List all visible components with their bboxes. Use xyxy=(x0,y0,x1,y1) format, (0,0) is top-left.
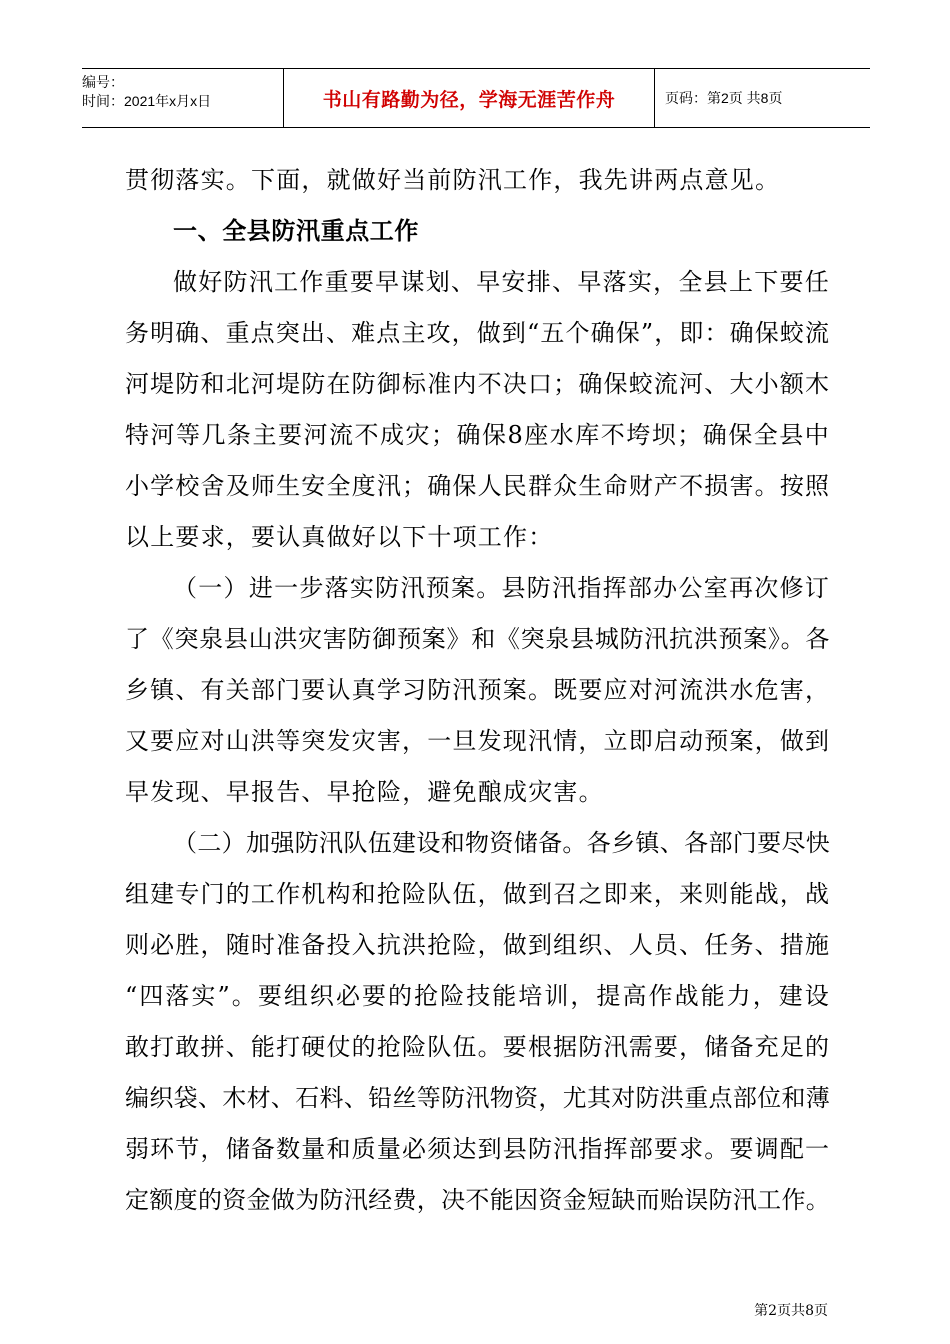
paragraph-line: 乡镇、有关部门要认真学习防汛预案。既要应对河流洪水危害， xyxy=(125,676,830,704)
paragraph-line: 敢打敢拼、能打硬仗的抢险队伍。要根据防汛需要，储备充足的 xyxy=(125,1033,830,1061)
document-number-label: 编号： xyxy=(82,74,124,90)
paragraph-line: 做好防汛工作重要早谋划、早安排、早落实，全县上下要任 xyxy=(173,268,830,296)
paragraph-line: 河堤防和北河堤防在防御标准内不决口；确保蛟流河、大小额木 xyxy=(125,370,830,398)
paragraph-line: 早发现、早报告、早抢险，避免酿成灾害。 xyxy=(125,778,604,806)
paragraph-line: 编织袋、木材、石料、铅丝等防汛物资，尤其对防洪重点部位和薄 xyxy=(125,1084,830,1112)
paragraph-line: （二）加强防汛队伍建设和物资储备。各乡镇、各部门要尽快 xyxy=(173,829,830,857)
header-meta xyxy=(82,69,283,127)
document-body xyxy=(125,155,830,1226)
paragraph-line: 弱环节，储备数量和质量必须达到县防汛指挥部要求。要调配一 xyxy=(125,1135,830,1163)
paragraph-line: 以上要求，要认真做好以下十项工作： xyxy=(125,523,554,551)
section-heading: 一、全县防汛重点工作 xyxy=(173,217,419,245)
paragraph-line: 了《突泉县山洪灾害防御预案》和《突泉县城防汛抗洪预案》。各 xyxy=(125,625,830,653)
paragraph-line: 特河等几条主要河流不成灾；确保8座水库不垮坝；确保全县中 xyxy=(125,421,830,449)
paragraph-line: “四落实”。要组织必要的抢险技能培训，提高作战能力，建设 xyxy=(125,982,830,1010)
paragraph-line: 小学校舍及师生安全度汛；确保人民群众生命财产不损害。按照 xyxy=(125,472,830,500)
header-motto: 书山有路勤为径，学海无涯苦作舟 xyxy=(283,69,655,127)
document-date-label: 时间：2021年x月x日 xyxy=(82,93,212,109)
paragraph-line: 贯彻落实。下面，就做好当前防汛工作，我先讲两点意见。 xyxy=(125,166,781,194)
paragraph-line: 组建专门的工作机构和抢险队伍，做到召之即来，来则能战，战 xyxy=(125,880,830,908)
header-page-indicator: 页码：第2页 共8页 xyxy=(665,90,783,106)
page-footer: 第2页共8页 xyxy=(754,1303,828,1319)
paragraph-line: 则必胜，随时准备投入抗洪抢险，做到组织、人员、任务、措施 xyxy=(125,931,830,959)
paragraph-line: （一）进一步落实防汛预案。县防汛指挥部办公室再次修订 xyxy=(173,574,830,602)
paragraph-line: 定额度的资金做为防汛经费，决不能因资金短缺而贻误防汛工作。 xyxy=(125,1186,830,1214)
page-header xyxy=(82,68,870,128)
paragraph-line: 务明确、重点突出、难点主攻，做到“五个确保”，即：确保蛟流 xyxy=(125,319,830,347)
paragraph-line: 又要应对山洪等突发灾害，一旦发现汛情，立即启动预案，做到 xyxy=(125,727,830,755)
